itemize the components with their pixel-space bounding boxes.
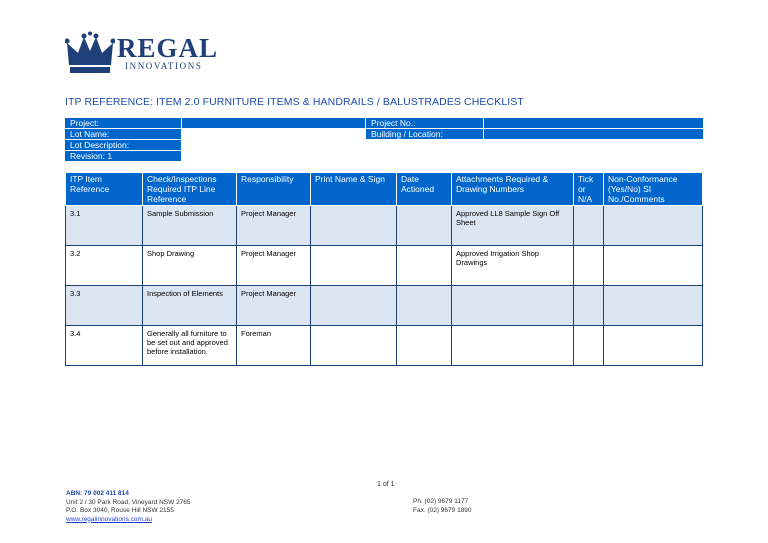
header-print-name-sign: Print Name & Sign <box>311 173 397 206</box>
footer-contact <box>413 498 472 515</box>
lot-description-label: Lot Description: <box>65 140 181 150</box>
table-header-row <box>66 173 703 206</box>
footer-address-line-2: P.O. Box 3040, Rouse Hill NSW 2155 <box>66 507 174 514</box>
cell-date[interactable] <box>397 286 452 326</box>
cell-responsibility: Project Manager <box>237 206 311 246</box>
cell-check: Generally all furniture to be set out and approved before installation. <box>143 326 237 366</box>
cell-date[interactable] <box>397 246 452 286</box>
cell-ref: 3.3 <box>66 286 143 326</box>
cell-ref: 3.1 <box>66 206 143 246</box>
cell-date[interactable] <box>397 206 452 246</box>
footer-address-line-1: Unit 2 / 30 Park Road, Vineyard NSW 2765 <box>66 498 191 506</box>
project-no-field[interactable] <box>484 118 703 128</box>
cell-attachments: Approved LL8 Sample Sign Off Sheet <box>452 206 574 246</box>
logo-tagline: INNOVATIONS <box>125 61 203 71</box>
cell-print-name[interactable] <box>311 286 397 326</box>
cell-non-conformance[interactable] <box>604 246 703 286</box>
cell-non-conformance[interactable] <box>604 206 703 246</box>
crown-icon <box>65 31 115 75</box>
footer-abn: ABN: 79 002 411 814 <box>66 490 129 497</box>
table-row <box>66 286 703 326</box>
regal-logo <box>65 31 219 75</box>
header-tick: Tick or N/A <box>574 173 604 206</box>
document-title: ITP REFERENCE: ITEM 2.0 FURNITURE ITEMS & HANDRAILS / BALUSTRADES CHECKLIST <box>65 96 524 108</box>
cell-responsibility: Project Manager <box>237 246 311 286</box>
footer-phone: Ph. (02) 9679 1177 <box>413 498 469 505</box>
header-non-conformance: Non-Conformance (Yes/No) SI No./Comments <box>604 173 703 206</box>
project-label: Project: <box>65 118 181 128</box>
logo-brand-text: REGAL <box>117 33 219 63</box>
cell-print-name[interactable] <box>311 326 397 366</box>
header-check-inspections: Check/Inspections Required ITP Line Reference <box>143 173 237 206</box>
cell-attachments <box>452 286 574 326</box>
page-number: 1 of 1 <box>377 481 395 488</box>
cell-date[interactable] <box>397 326 452 366</box>
cell-tick[interactable] <box>574 206 604 246</box>
cell-non-conformance[interactable] <box>604 286 703 326</box>
cell-tick[interactable] <box>574 326 604 366</box>
header-date-actioned: Date Actioned <box>397 173 452 206</box>
cell-ref: 3.2 <box>66 246 143 286</box>
table-row <box>66 206 703 246</box>
header-responsibility: Responsibility <box>237 173 311 206</box>
cell-print-name[interactable] <box>311 246 397 286</box>
cell-attachments: Approved Irrigation Shop Drawings <box>452 246 574 286</box>
cell-ref: 3.4 <box>66 326 143 366</box>
cell-print-name[interactable] <box>311 206 397 246</box>
cell-check: Inspection of Elements <box>143 286 237 326</box>
footer-website-link[interactable]: www.regalinnovations.com.au <box>66 515 152 523</box>
building-location-label: Building / Location: <box>366 129 483 139</box>
footer-company-info <box>66 490 191 524</box>
table-row <box>66 326 703 366</box>
project-no-label: Project No.: <box>366 118 483 128</box>
cell-tick[interactable] <box>574 246 604 286</box>
cell-non-conformance[interactable] <box>604 326 703 366</box>
lot-name-label: Lot Name: <box>65 129 181 139</box>
cell-check: Sample Submission <box>143 206 237 246</box>
itp-checklist-table <box>65 172 703 366</box>
cell-responsibility: Foreman <box>237 326 311 366</box>
building-location-field[interactable] <box>484 129 703 139</box>
revision-label: Revision: 1 <box>65 151 181 161</box>
header-attachments: Attachments Required & Drawing Numbers <box>452 173 574 206</box>
cell-attachments <box>452 326 574 366</box>
project-field[interactable] <box>182 118 365 128</box>
cell-check: Shop Drawing <box>143 246 237 286</box>
cell-tick[interactable] <box>574 286 604 326</box>
cell-responsibility: Project Manager <box>237 286 311 326</box>
footer-fax: Fax. (02) 9679 1890 <box>413 506 472 514</box>
table-row <box>66 246 703 286</box>
header-itp-item-reference: ITP Item Reference <box>66 173 143 206</box>
